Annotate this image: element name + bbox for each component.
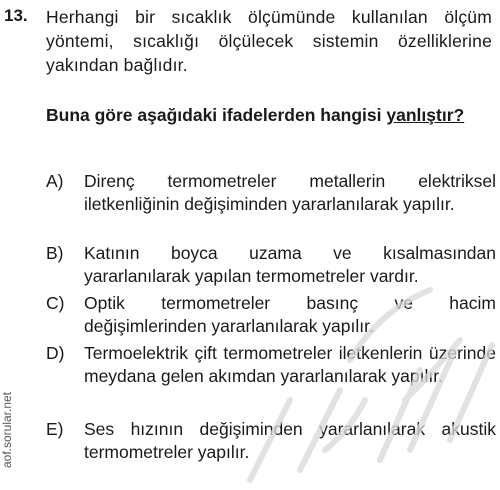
option-text: Optik termometreler basınç ve hacim değişimlerinden yararlanılarak yapılır.: [84, 293, 496, 336]
option-letter: C): [46, 293, 65, 313]
option-text: Termoelektrik çift termometreler iletkenlerin üzerinde meydana gelen akımdan yararlanılarak yapılır.: [84, 343, 496, 386]
option-b: [46, 242, 496, 292]
question-stem: Herhangi bir sıcaklık ölçümünde kullanılan ölçüm yöntemi, sıcaklığı ölçülecek sistemin özelliklerine yakından bağlıdır.: [46, 7, 492, 75]
prompt-negation: yanlıştır?: [386, 105, 465, 125]
option-letter: E): [46, 419, 64, 439]
option-text: Direnç termometreler metallerin elektriksel iletkenliğinin değişiminden yararlanılarak yapılır.: [84, 171, 496, 214]
option-letter: B): [46, 243, 64, 263]
site-url-text: aof.sorular.net: [0, 391, 14, 469]
option-c: [46, 292, 496, 342]
option-text: Ses hızının değişiminden yararlanılarak akustik termometreler yapılır.: [84, 419, 496, 462]
option-letter: D): [46, 343, 65, 363]
option-letter: A): [46, 171, 64, 191]
option-text: Katının boyca uzama ve kısalmasından yararlanılarak yapılan termometreler vardır.: [84, 243, 496, 286]
question-number: 13.: [4, 6, 28, 25]
question-prompt: [46, 104, 492, 127]
option-a: [46, 170, 496, 242]
site-watermark-vertical: [0, 380, 14, 480]
option-e: [46, 418, 496, 468]
prompt-lead: Buna göre aşağıdaki ifadelerden hangisi: [46, 105, 382, 125]
option-d: [46, 342, 496, 418]
answer-options: [46, 170, 496, 468]
